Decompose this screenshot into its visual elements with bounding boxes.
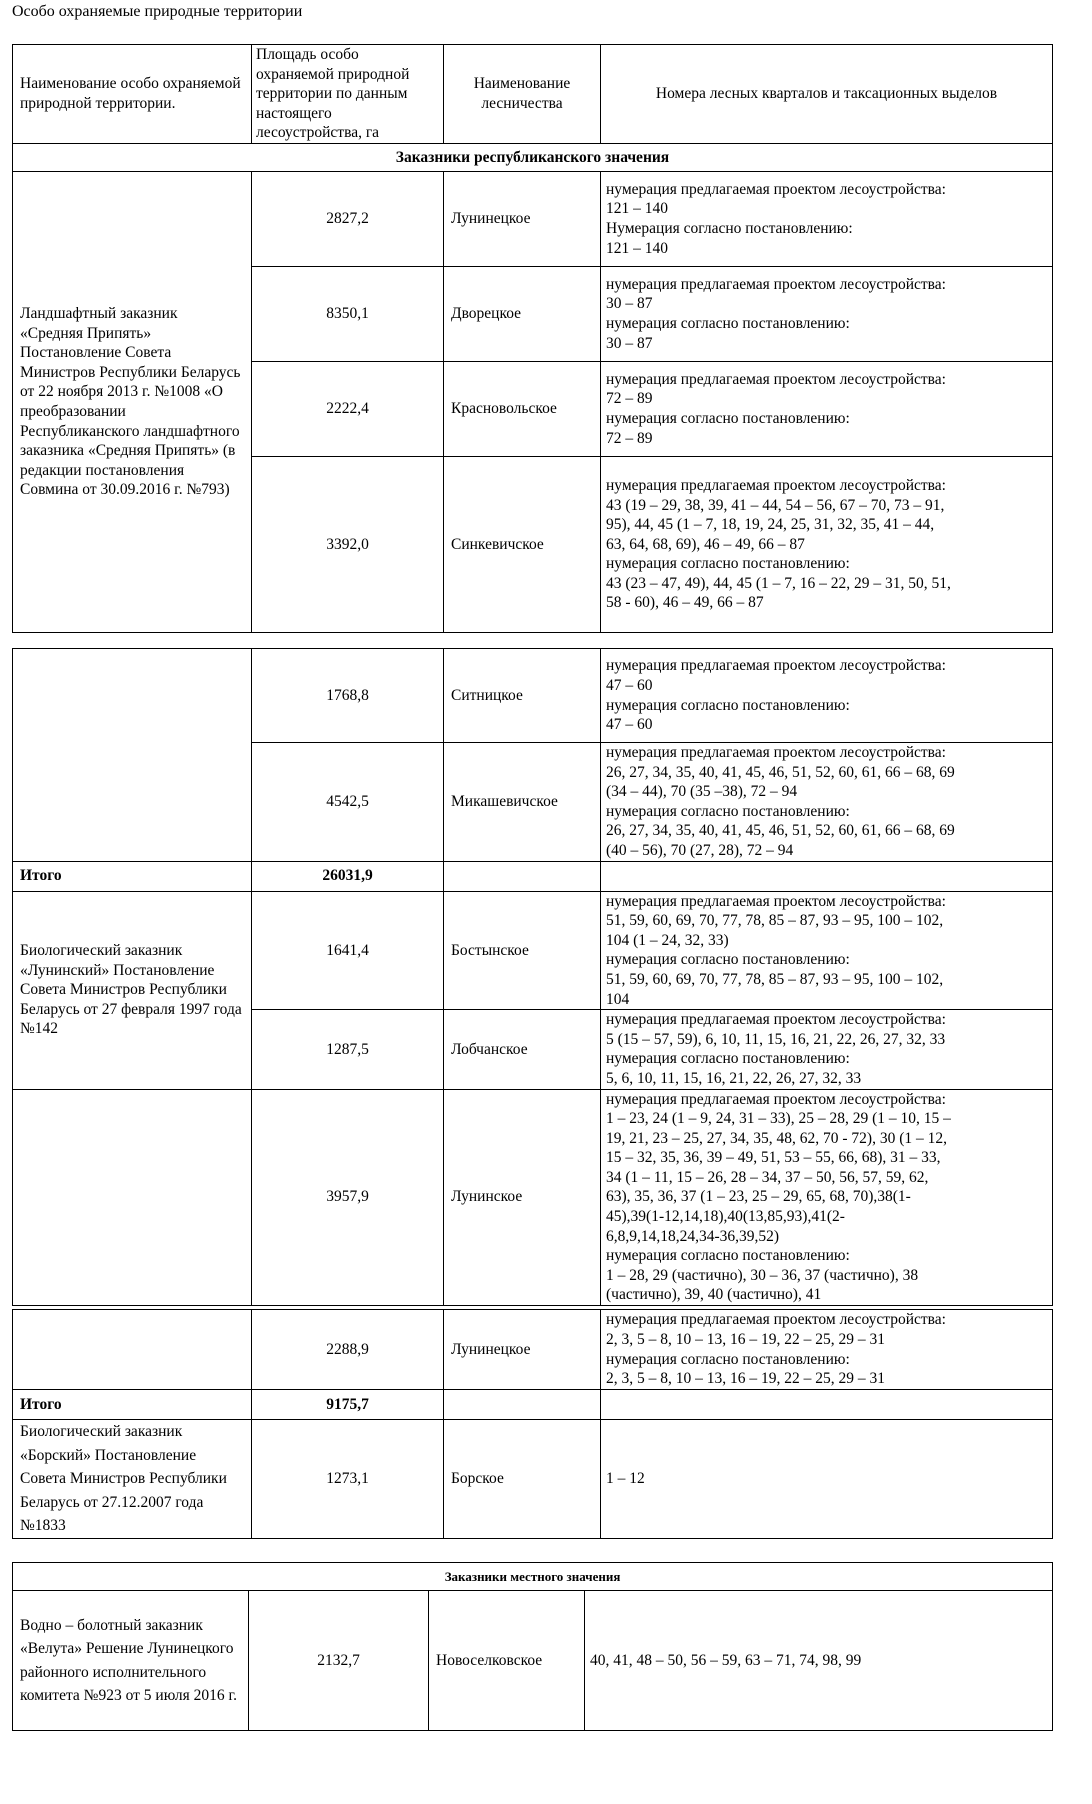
quarters-cell xyxy=(601,891,1053,1010)
continued-name-cell xyxy=(13,649,252,862)
area-cell: 3957,9 xyxy=(252,1089,444,1306)
total-label: Итого xyxy=(13,1390,252,1420)
area-cell: 2132,7 xyxy=(249,1591,429,1731)
quarters-line: нумерация предлагаемая проектом лесоустройства: xyxy=(606,657,946,675)
quarters-line: 72 – 89 xyxy=(606,390,653,408)
quarters-line: (частично), 39, 40 (частично), 41 xyxy=(606,1286,822,1304)
quarters-cell xyxy=(601,743,1053,862)
quarters-cell xyxy=(601,267,1053,362)
area-cell: 1641,4 xyxy=(252,891,444,1010)
protected-areas-table-part-3 xyxy=(12,1309,1053,1539)
quarters-line: 43 (23 – 47, 49), 44, 45 (1 – 7, 16 – 22, 29 – 31, 50, 51, xyxy=(606,574,951,592)
empty-cell xyxy=(601,861,1053,891)
quarters-line: 34 (1 – 11, 15 – 26, 28 – 34, 37 – 50, 56, 57, 59, 62, xyxy=(606,1168,929,1186)
local-reserves-table xyxy=(12,1562,1053,1731)
total-value: 26031,9 xyxy=(252,861,444,891)
table-row xyxy=(13,1420,1053,1539)
empty-cell xyxy=(601,1390,1053,1420)
quarters-line: нумерация предлагаемая проектом лесоустройства: xyxy=(606,476,946,494)
quarters-cell xyxy=(601,1420,1053,1539)
quarters-line: 51, 59, 60, 69, 70, 77, 78, 85 – 87, 93 – 95, 100 – 102, xyxy=(606,912,944,930)
forestry-cell: Дворецкое xyxy=(444,267,601,362)
forestry-cell: Ситницкое xyxy=(444,649,601,743)
reserve-name-veluta: Водно – болотный заказник «Велута» Решение Лунинецкого районного исполнительного комитета №923 от 5 июля 2016 г. xyxy=(13,1591,249,1731)
table-row xyxy=(13,891,1053,1010)
area-cell: 1768,8 xyxy=(252,649,444,743)
quarters-line: 1 – 12 xyxy=(606,1469,645,1487)
section-row xyxy=(13,1563,1053,1591)
area-cell: 8350,1 xyxy=(252,267,444,362)
header-quarters: Номера лесных кварталов и таксационных выделов xyxy=(601,45,1053,144)
quarters-cell xyxy=(601,172,1053,267)
total-value: 9175,7 xyxy=(252,1390,444,1420)
total-row xyxy=(13,1390,1053,1420)
quarters-line: 47 – 60 xyxy=(606,676,653,694)
continued-name-cell xyxy=(13,1089,252,1306)
table-row xyxy=(13,1591,1053,1731)
forestry-cell: Борское xyxy=(444,1420,601,1539)
quarters-line: нумерация предлагаемая проектом лесоустройства: xyxy=(606,1090,946,1108)
forestry-cell: Лунинское xyxy=(444,1089,601,1306)
page-title: Особо охраняемые природные территории xyxy=(12,3,303,20)
quarters-line: Нумерация согласно постановлению: xyxy=(606,220,853,237)
area-cell: 2827,2 xyxy=(252,172,444,267)
quarters-line: нумерация предлагаемая проектом лесоустройства: xyxy=(606,180,946,198)
quarters-line: 51, 59, 60, 69, 70, 77, 78, 85 – 87, 93 – 95, 100 – 102, xyxy=(606,970,944,988)
area-cell: 1273,1 xyxy=(252,1420,444,1539)
forestry-cell: Бостынское xyxy=(444,891,601,1010)
section-title-local: Заказники местного значения xyxy=(13,1563,1053,1591)
quarters-line: 104 xyxy=(606,990,630,1008)
area-cell: 2222,4 xyxy=(252,362,444,457)
quarters-line: 30 – 87 xyxy=(606,295,653,313)
quarters-line: нумерация согласно постановлению: xyxy=(606,951,850,969)
quarters-line: 26, 27, 34, 35, 40, 41, 45, 46, 51, 52, 60, 61, 66 – 68, 69 xyxy=(606,822,955,840)
quarters-line: 26, 27, 34, 35, 40, 41, 45, 46, 51, 52, 60, 61, 66 – 68, 69 xyxy=(606,763,955,781)
forestry-cell: Красновольское xyxy=(444,362,601,457)
forestry-cell: Лунинецкое xyxy=(444,1310,601,1390)
quarters-line: 19, 21, 23 – 25, 27, 34, 35, 48, 62, 70 - 72), 30 (1 – 12, xyxy=(606,1129,947,1147)
quarters-line: 63, 64, 68, 69), 46 – 49, 66 – 87 xyxy=(606,535,805,553)
total-row xyxy=(13,861,1053,891)
quarters-line: нумерация согласно постановлению: xyxy=(606,555,850,573)
forestry-cell: Лобчанское xyxy=(444,1010,601,1089)
quarters-cell xyxy=(601,457,1053,633)
area-cell: 4542,5 xyxy=(252,743,444,862)
quarters-line: нумерация согласно постановлению: xyxy=(606,315,850,332)
quarters-line: (34 – 44), 70 (35 –38), 72 – 94 xyxy=(606,783,798,801)
header-area: Площадь особо охраняемой природной территории по данным настоящего лесоустройства, га xyxy=(252,45,444,144)
forestry-cell: Лунинецкое xyxy=(444,172,601,267)
quarters-line: 1 – 28, 29 (частично), 30 – 36, 37 (частично), 38 xyxy=(606,1266,919,1284)
forestry-cell: Новоселковское xyxy=(429,1591,585,1731)
table-row xyxy=(13,1089,1053,1306)
reserve-name-borsky: Биологический заказник «Борский» Постановление Совета Министров Республики Беларусь от 27.12.2007 года №1833 xyxy=(13,1420,252,1539)
table-row xyxy=(13,1310,1053,1390)
section-title-republican: Заказники республиканского значения xyxy=(13,144,1053,172)
table-row xyxy=(13,649,1053,743)
quarters-cell xyxy=(601,362,1053,457)
empty-cell xyxy=(444,861,601,891)
quarters-line: нумерация согласно постановлению: xyxy=(606,802,850,820)
empty-cell xyxy=(444,1390,601,1420)
quarters-line: 63), 35, 36, 37 (1 – 23, 25 – 29, 65, 68, 70),38(1- xyxy=(606,1188,911,1206)
quarters-cell xyxy=(601,649,1053,743)
quarters-line: 5, 6, 10, 11, 15, 16, 21, 22, 26, 27, 32, 33 xyxy=(606,1069,862,1087)
quarters-line: 121 – 140 xyxy=(606,200,668,218)
quarters-line: 58 - 60), 46 – 49, 66 – 87 xyxy=(606,594,764,612)
quarters-line: 2, 3, 5 – 8, 10 – 13, 16 – 19, 22 – 25, 29 – 31 xyxy=(606,1370,885,1388)
forestry-cell: Микашевичское xyxy=(444,743,601,862)
quarters-line: нумерация согласно постановлению: xyxy=(606,1247,850,1265)
protected-areas-table-part-1 xyxy=(12,44,1053,633)
quarters-line: 47 – 60 xyxy=(606,716,653,734)
area-cell: 3392,0 xyxy=(252,457,444,633)
quarters-line: нумерация предлагаемая проектом лесоустройства: xyxy=(606,744,946,761)
table-header-row xyxy=(13,45,1053,144)
quarters-line: 30 – 87 xyxy=(606,334,653,352)
quarters-line: 5 (15 – 57, 59), 6, 10, 11, 15, 16, 21, 22, 26, 27, 32, 33 xyxy=(606,1030,946,1048)
quarters-line: 43 (19 – 29, 38, 39, 41 – 44, 54 – 56, 67 – 70, 73 – 91, xyxy=(606,496,945,514)
quarters-line: 104 (1 – 24, 32, 33) xyxy=(606,931,729,949)
quarters-line: нумерация предлагаемая проектом лесоустройства: xyxy=(606,275,946,293)
reserve-name-luninsky: Биологический заказник «Лунинский» Постановление Совета Министров Республики Беларусь от 27 февраля 1997 года №142 xyxy=(13,891,252,1089)
quarters-line: 121 – 140 xyxy=(606,239,668,257)
quarters-line: 72 – 89 xyxy=(606,429,653,447)
quarters-line: 40, 41, 48 – 50, 56 – 59, 63 – 71, 74, 98, 99 xyxy=(590,1651,862,1669)
forestry-cell: Синкевичское xyxy=(444,457,601,633)
protected-areas-table-part-2 xyxy=(12,648,1053,1306)
continued-name-cell xyxy=(13,1310,252,1390)
quarters-cell xyxy=(601,1010,1053,1089)
area-cell: 2288,9 xyxy=(252,1310,444,1390)
quarters-line: нумерация предлагаемая проектом лесоустройства: xyxy=(606,370,946,388)
quarters-cell xyxy=(601,1089,1053,1306)
area-cell: 1287,5 xyxy=(252,1010,444,1089)
quarters-cell xyxy=(601,1310,1053,1390)
header-forestry: Наименование лесничества xyxy=(444,45,601,144)
quarters-line: 15 – 32, 35, 36, 39 – 49, 51, 53 – 55, 66, 68), 31 – 33, xyxy=(606,1149,941,1167)
quarters-line: 2, 3, 5 – 8, 10 – 13, 16 – 19, 22 – 25, 29 – 31 xyxy=(606,1330,885,1348)
quarters-line: нумерация согласно постановлению: xyxy=(606,410,850,427)
quarters-cell xyxy=(585,1591,1053,1731)
total-label: Итого xyxy=(13,861,252,891)
quarters-line: нумерация предлагаемая проектом лесоустройства: xyxy=(606,1311,946,1329)
quarters-line: 95), 44, 45 (1 – 7, 18, 19, 24, 25, 31, 32, 35, 41 – 44, xyxy=(606,516,935,534)
quarters-line: нумерация согласно постановлению: xyxy=(606,1050,850,1068)
quarters-line: (40 – 56), 70 (27, 28), 72 – 94 xyxy=(606,841,794,859)
reserve-name-pripyat: Ландшафтный заказник «Средняя Припять» Постановление Совета Министров Республики Беларусь от 22 ноября 2013 г. №1008 «О преобразовании Республиканского ландшафтного заказника «Средняя Припять» (в редакции постановления Совмина от 30.09.2016 г. №793) xyxy=(13,172,252,633)
section-row xyxy=(13,144,1053,172)
quarters-line: нумерация предлагаемая проектом лесоустройства: xyxy=(606,892,946,910)
quarters-line: нумерация предлагаемая проектом лесоустройства: xyxy=(606,1011,946,1029)
header-territory-name: Наименование особо охраняемой природной территории. xyxy=(13,45,252,144)
quarters-line: нумерация согласно постановлению: xyxy=(606,1350,850,1368)
quarters-line: 1 – 23, 24 (1 – 9, 24, 31 – 33), 25 – 28, 29 (1 – 10, 15 – xyxy=(606,1110,951,1128)
quarters-line: нумерация согласно постановлению: xyxy=(606,696,850,714)
quarters-line: 45),39(1-12,14,18),40(13,85,93),41(2- xyxy=(606,1208,845,1226)
quarters-line: 6,8,9,14,18,24,34-36,39,52) xyxy=(606,1227,780,1245)
table-row xyxy=(13,172,1053,267)
